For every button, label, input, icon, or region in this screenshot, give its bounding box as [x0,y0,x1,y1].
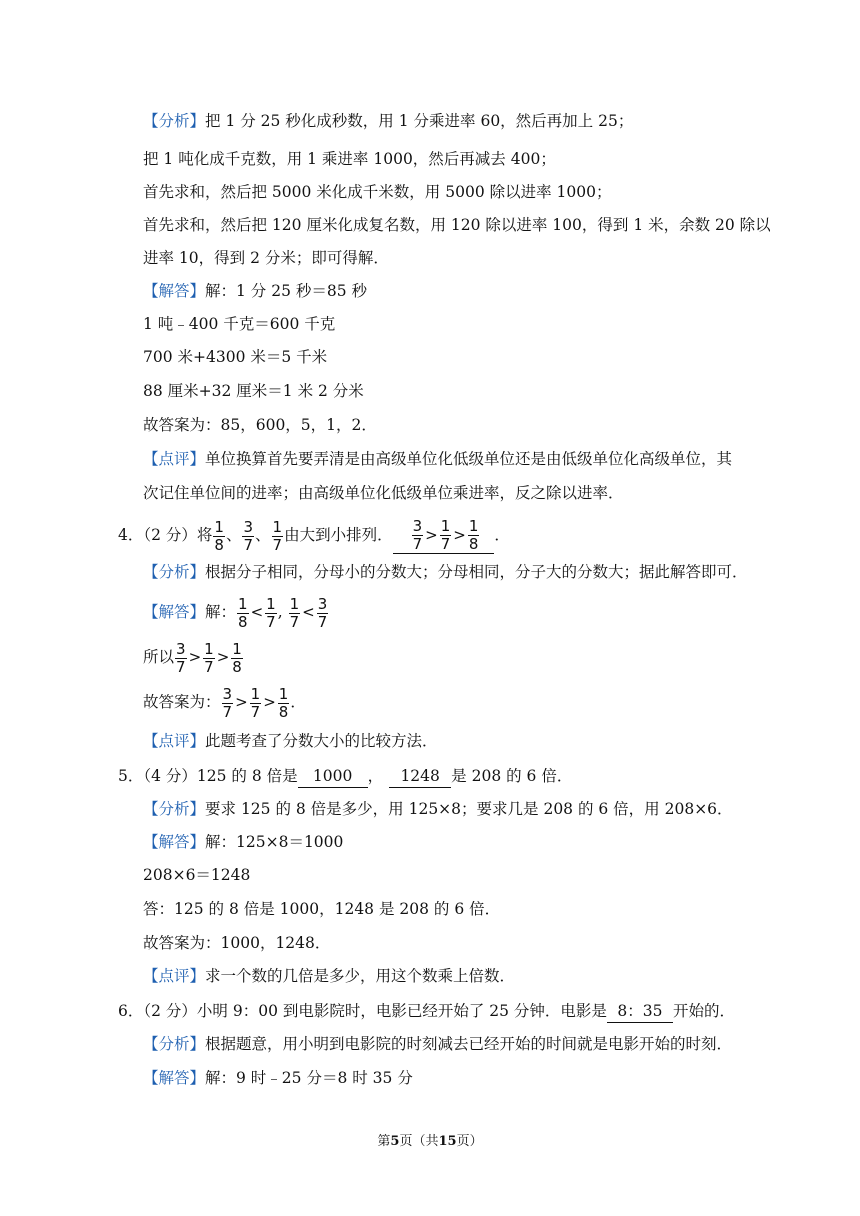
q4-stem: 4．（2 分）将 $\frac{1}{8}$ 、 $\frac{3}{7}$ 、 $\frac{1}{7}$ 由大到小排列． $\frac{3}{7}$ > $\frac{1}{7}$ > $\frac{1}{8}$ ． [118,517,510,554]
solution-label: 【解答】 [143,1069,206,1087]
total-pages: 15 [438,1134,457,1149]
q3-solution-line-3: 700 米+4300 米＝5 千米 [143,348,328,366]
q4-analysis: 【分析】根据分子相同，分母小的分数大；分母相同，分子大的分数大；据此解答即可． [143,563,748,581]
q5-comment: 【点评】求一个数的几倍是多少，用这个数乘上倍数． [143,967,516,985]
question-number: 6． [118,1002,144,1020]
analysis-label: 【分析】 [143,1035,206,1053]
q3-solution-line-1: 【解答】解：1 分 25 秒＝85 秒 [143,282,368,300]
q5-solution-1: 【解答】解：125×8＝1000 [143,833,344,851]
answer-blank: 8：35 [607,1000,673,1023]
q4-solution: 【解答】解： $\frac{1}{8}$ < $\frac{1}{7}$ , $\frac{1}{7}$ < $\frac{3}{7}$ [143,594,328,631]
q3-analysis-line-3: 首先求和，然后把 5000 米化成千米数，用 5000 除以进率 1000； [143,183,612,201]
analysis-label: 【分析】 [143,563,206,581]
page-number: 5 [390,1134,400,1149]
page-footer: 第5页（共15页） [377,1134,483,1149]
q5-answer: 故答案为：1000，1248． [143,934,331,952]
q3-analysis-line-5: 进率 10，得到 2 分米；即可得解． [143,249,389,267]
q6-analysis: 【分析】根据题意，用小明到电影院的时刻减去已经开始的时间就是电影开始的时刻． [143,1035,733,1053]
question-number: 4． [118,526,144,544]
q4-answer: 故答案为： $\frac{3}{7}$ > $\frac{1}{7}$ > $\frac{1}{8}$ ． [143,684,306,721]
q6-stem: 6．（2 分）小明 9：00 到电影院时，电影已经开始了 25 分钟．电影是 8：35 开始的． [118,996,735,1026]
comment-label: 【点评】 [143,732,206,750]
q3-comment-line-2: 次记住单位间的进率；由高级单位化低级单位乘进率，反之除以进率． [143,484,624,502]
q3-solution-line-4: 88 厘米+32 厘米＝1 米 2 分米 [143,382,364,400]
answer-blank: $\frac{3}{7}$ > $\frac{1}{7}$ > $\frac{1}{8}$ [393,518,495,554]
q4-comment: 【点评】此题考查了分数大小的比较方法． [143,732,438,750]
comment-label: 【点评】 [143,450,206,468]
q5-reply: 答：125 的 8 倍是 1000，1248 是 208 的 6 倍． [143,900,501,918]
q5-analysis: 【分析】要求 125 的 8 倍是多少，用 125×8；要求几是 208 的 6 倍，用 208×6． [143,800,733,818]
q6-solution: 【解答】解：9 时﹣25 分＝8 时 35 分 [143,1069,413,1087]
q3-analysis-line-4: 首先求和，然后把 120 厘米化成复名数，用 120 除以进率 100，得到 1 米，余数 20 除以 [143,216,771,234]
q3-analysis-line-2: 把 1 吨化成千克数，用 1 乘进率 1000，然后再减去 400； [143,150,556,168]
q3-analysis-line-1: 【分析】把 1 分 25 秒化成秒数，用 1 分乘进率 60，然后再加上 25； [143,112,634,130]
q3-solution-line-2: 1 吨﹣400 千克＝600 千克 [143,315,336,333]
q5-solution-2: 208×6＝1248 [143,866,251,884]
fraction-1-8: $\frac{1}{8}$ [214,517,224,554]
solution-label: 【解答】 [143,603,206,621]
q5-stem: 5．（4 分）125 的 8 倍是 1000 ， 1248 是 208 的 6 倍． [118,761,572,791]
analysis-label: 【分析】 [143,800,206,818]
fraction-1-7: $\frac{1}{7}$ [272,517,283,554]
q4-so: 所以 $\frac{3}{7}$ > $\frac{1}{7}$ > $\frac{1}{8}$ [143,639,242,676]
q3-answer: 故答案为：85，600，5，1，2． [143,416,377,434]
question-number: 5． [118,767,144,785]
solution-label: 【解答】 [143,282,206,300]
q3-comment-line-1: 【点评】单位换算首先要弄清是由高级单位化低级单位还是由低级单位化高级单位，其 [143,450,733,468]
comment-label: 【点评】 [143,967,206,985]
answer-blank-2: 1248 [389,765,451,788]
answer-blank-1: 1000 [298,765,368,788]
solution-label: 【解答】 [143,833,206,851]
fraction-3-7: $\frac{3}{7}$ [243,517,254,554]
analysis-label: 【分析】 [143,112,206,130]
